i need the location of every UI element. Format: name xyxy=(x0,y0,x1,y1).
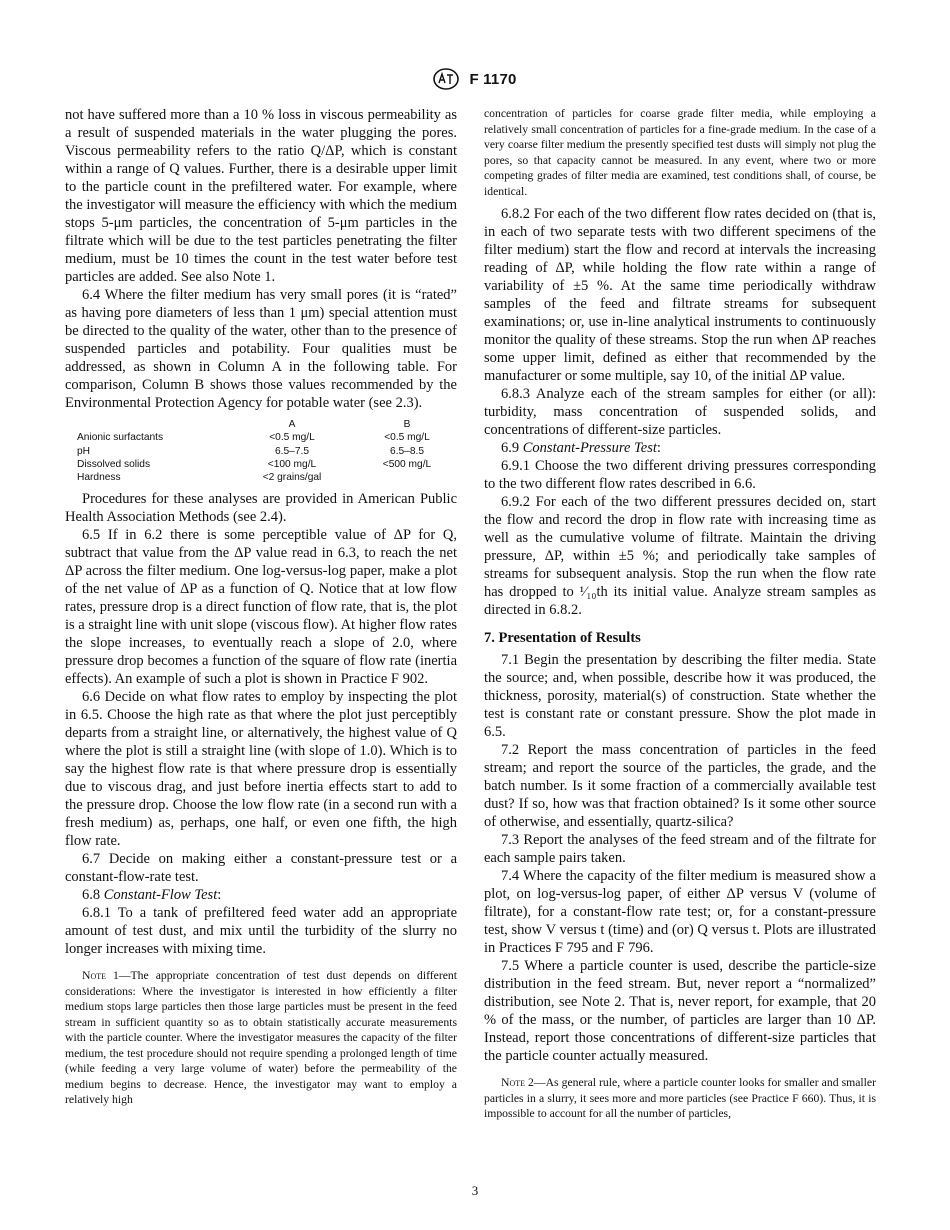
paragraph-7-5: 7.5 Where a particle counter is used, describe the particle-size distribution in the feed stream. But, never report a “normalized” distribution, see Note 2. That is, never report, for example, that 20 % of the mass, or the number, of particles are larger than 10 ΔP. Instead, report those concentrations of different-size particles that the particle counter actually measured. xyxy=(484,958,876,1064)
paragraph-procedures: Procedures for these analyses are provided in American Public Health Association Methods (see 2.4). xyxy=(65,491,457,526)
paragraph-6-9: 6.9 Constant-Pressure Test: xyxy=(501,440,661,456)
cell-b: <0.5 mg/L xyxy=(384,432,430,444)
paragraph-7-1: 7.1 Begin the presentation by describing the filter media. State the source; and, when possible, describe how it was produced, the thickness, porosity, material(s) of construction. State whether the test is constant rate or constant pressure. Show the plot made in 6.5. xyxy=(484,652,876,740)
section-title: Constant-Pressure Test xyxy=(522,440,657,456)
note-label: Note xyxy=(501,1076,525,1089)
row-label: Hardness xyxy=(77,472,121,484)
left-column xyxy=(65,106,457,1108)
section-title: Constant-Flow Test xyxy=(103,887,218,904)
table-row xyxy=(77,445,457,458)
paragraph-6-8-1: 6.8.1 To a tank of prefiltered feed water add an appropriate amount of test dust, and mix until the turbidity of the slurry no longer increases with mixing time. xyxy=(65,905,457,958)
row-label: pH xyxy=(77,445,91,457)
paragraph-6-8: 6.8 Constant-Flow Test: xyxy=(82,887,222,904)
cell-b xyxy=(357,471,457,484)
note-2 xyxy=(484,1075,876,1122)
paragraph-6-6: 6.6 Decide on what flow rates to employ by inspecting the plot in 6.5. Choose the high rate as that where the plot just perceptibly departs from a straight line, or alternatively, the highest value of Q where the plot is still a straight line (with slope of 1.0). Which is to say the highest flow rate is that where pressure drop is essentially due to viscous drag, and just before inertia effects start to add to the pressure drop. Choose the low flow rate (in a second run with a fresh medium) as, perhaps, one half, or even one fifth, the high flow rate. xyxy=(65,689,457,850)
astm-logo-icon xyxy=(433,68,459,90)
column-a-header: A xyxy=(288,419,296,430)
table-row xyxy=(77,458,457,471)
row-label: Dissolved solids xyxy=(77,458,151,470)
section-number: 6.8 xyxy=(82,887,101,904)
page-header xyxy=(0,68,950,90)
cell-a: <2 grains/gal xyxy=(262,472,322,484)
cell-b: 6.5–8.5 xyxy=(390,445,424,457)
paragraph-6-7: 6.7 Decide on making either a constant-pressure test or a constant-flow-rate test. xyxy=(65,851,457,886)
table-row xyxy=(77,431,457,444)
cell-a: 6.5–7.5 xyxy=(275,445,309,457)
note-text: 1—The appropriate concentration of test dust depends on different considerations: Where the investigator is interested in how efficiently a filter medium stops large particles then those large particles must be present in the feed stream in sufficient quantity so as to obtain statistically accurate measurements with the particle counter. Where the investigator measures the capacity of the filter medium, the test procedure should not require spending a prolonged length of time (while feeding a very large volume of water) before the permeability of the medium begins to decrease. Hence, the investigator may want to employ a relatively high xyxy=(65,969,458,1107)
page-number: 3 xyxy=(471,1183,479,1198)
water-quality-table xyxy=(77,418,457,484)
paragraph-6-5: 6.5 If in 6.2 there is some perceptible value of ΔP for Q, subtract that value from the ΔP value read in 6.3, to reach the net ΔP across the filter medium. One log-versus-log paper, make a plot of the net value of ΔP as a function of Q. Notice that at low flow rates, pressure drop is a direct function of flow rate, that is, the plot is a straight line with unit slope (viscous flow). At higher flow rates the slope increases, to eventually reach a slope of 2.0, where pressure drop becomes a function of the square of flow rate (inertia effects). An example of such a plot is shown in Practice F 902. xyxy=(65,527,457,688)
paragraph-6-8-2: 6.8.2 For each of the two different flow rates decided on (that is, in each of two separate tests with two different specimens of the filter medium) start the flow and record at intervals the increasing reading of ΔP, while holding the flow rate within a range of variability of ±5 %. At the same time periodically withdraw samples of the feed and filtrate streams for subsequent examinations; or, use in-line analytical instruments to continuously monitor the quality of these streams. Stop the run when ΔP reaches some upper limit, defined as either that recommended by the manufacturer or some multiple, say 10, of the initial ΔP value. xyxy=(484,206,876,384)
row-label: Anionic surfactants xyxy=(77,432,164,444)
table-row xyxy=(77,471,457,484)
paragraph-7-3: 7.3 Report the analyses of the feed stream and of the filtrate for each sample pairs taken. xyxy=(484,832,876,866)
paragraph-7-2: 7.2 Report the mass concentration of particles in the feed stream; and report the source of the particles, the grade, and the batch number. Is it some fraction of a commercially available test dust? If so, how was that fraction obtained? Is it some other source of otherwise, and essentially, quartz-silica? xyxy=(484,742,876,830)
paragraph-6-9-1: 6.9.1 Choose the two different driving pressures corresponding to the two different flow rates described in 6.6. xyxy=(484,458,876,492)
table-header-row xyxy=(77,418,457,431)
right-column xyxy=(484,106,876,1122)
cell-b: <500 mg/L xyxy=(382,458,432,470)
cell-a: <0.5 mg/L xyxy=(269,432,315,444)
column-b-header: B xyxy=(403,419,411,430)
section-7-heading: 7. Presentation of Results xyxy=(484,630,641,646)
paragraph-7-4: 7.4 Where the capacity of the filter medium is measured show a plot, on log-versus-log paper, of either ΔP versus V (volume of filtrate), for a constant-flow rate test; or, for a constant-pressure test, show V versus t (time) and (or) Q versus t. Plots are illustrated in Practices F 795 and F 796. xyxy=(484,868,876,956)
paragraph-6-3-cont: not have suffered more than a 10 % loss in viscous permeability as a result of suspended materials in the water plugging the pores. Viscous permeability refers to the ratio Q/ΔP, which is constant within a range of Q values. Further, there is a desirable upper limit to the particle count in the prefiltered water. For example, where the investigator will measure the efficiency with which the medium stops 5-μm particles, the concentration of 5-μm particles in the filtrate which will be due to the test particles penetrating the filter medium, must be 10 times the count in the test water before test particles are added. See also Note 1. xyxy=(65,107,457,285)
section-number: 6.9 xyxy=(501,440,520,456)
paragraph-6-9-2: 6.9.2 For each of the two different pressures decided on, start the flow and record the drop in flow rate with increasing time as well as the cumulative volume of filtrate. Maintain the driving pressure, ΔP, within ±5 %; and periodically take samples of streams for subsequent analysis. Stop the run when the flow rate has dropped to ¹⁄₁₀th its initial value. Analyze stream samples as directed in 6.8.2. xyxy=(484,494,876,618)
cell-a: <100 mg/L xyxy=(267,458,317,470)
note-1-cont: concentration of particles for coarse grade filter media, while employing a relatively small concentration of particles for a fine-grade medium. In the case of a very coarse filter medium the presently specified test dusts will simply not plug the pores, so that capacity cannot be measured. In any event, where two or more competing grades of filter media are examined, test conditions shall, of course, be identical. xyxy=(484,107,876,198)
note-label: Note xyxy=(82,969,106,983)
note-text: 2—As general rule, where a particle counter looks for smaller and smaller particles in a slurry, it sees more and more particles (see Practice F 660). Thus, it is impossible to account for all the number of particles, xyxy=(484,1076,876,1120)
paragraph-6-4: 6.4 Where the filter medium has very small pores (it is “rated” as having pore diameters of less than 1 μm) special attention must be directed to the quality of the water, other than to the presence of suspended particles and potability. Four qualities must be addressed, as shown in Column A in the following table. For comparison, Column B shows those values recommended by the Environmental Protection Agency for potable water (see 2.3). xyxy=(65,287,457,411)
standard-designation: F 1170 xyxy=(469,70,517,88)
note-1 xyxy=(65,968,457,1108)
paragraph-6-8-3: 6.8.3 Analyze each of the stream samples for either (or all): turbidity, mass concentration of suspended solids, and concentrations of different-size particles. xyxy=(484,386,876,438)
